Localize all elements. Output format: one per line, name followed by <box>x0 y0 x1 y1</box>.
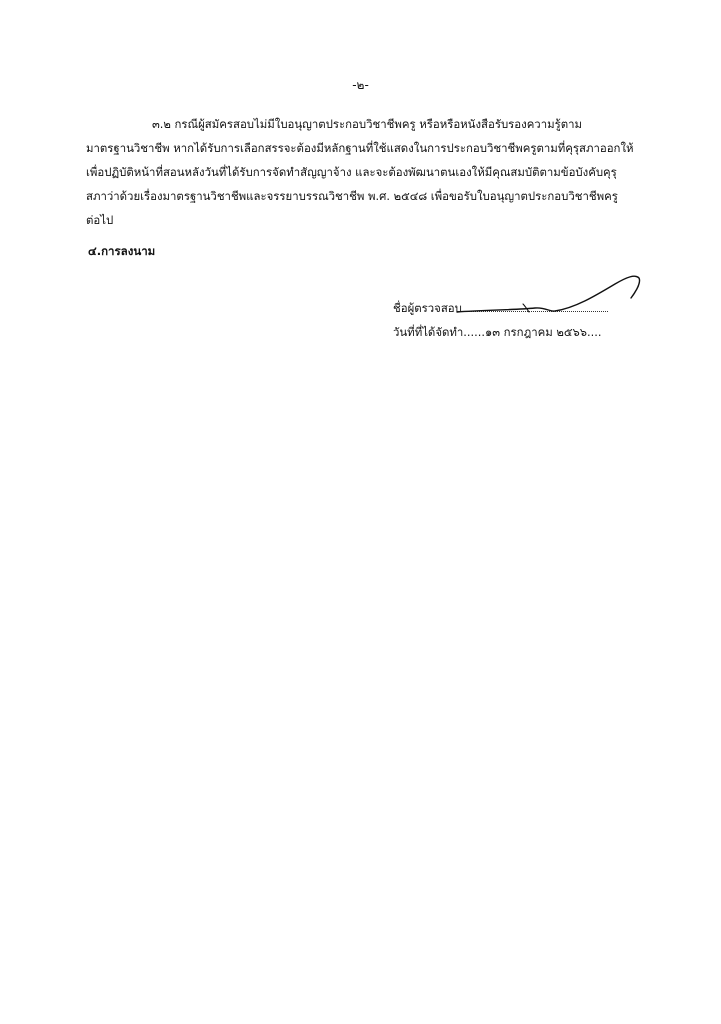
paragraph-line: ๓.๒ กรณีผู้สมัครสอบไม่มีใบอนุญาตประกอบวิชาชีพครู หรือหรือหนังสือรับรองความรู้ตาม <box>152 117 583 131</box>
paragraph-line: สภาว่าด้วยเรื่องมาตรฐานวิชาชีพและจรรยาบรรณวิชาชีพ พ.ศ. ๒๕๔๘ เพื่อขอรับใบอนุญาตประกอบวิชาชีพครู <box>86 189 618 203</box>
handwritten-signature <box>455 268 645 328</box>
section-heading-signing: ๔.การลงนาม <box>88 244 156 258</box>
paragraph-line: ต่อไป <box>86 213 114 227</box>
clause-3-2-paragraph <box>86 112 638 232</box>
page-number: -๒- <box>352 78 369 92</box>
date-label: วันที่ที่ได้จัดทำ......๑๓ กรกฎาคม ๒๕๖๖.... <box>393 325 602 339</box>
paragraph-line: เพื่อปฏิบัติหน้าที่สอนหลังวันที่ได้รับการจัดทำสัญญาจ้าง และจะต้องพัฒนาตนเองให้มีคุณสมบัติตามข้อบังคับคุรุ <box>86 165 617 179</box>
inspector-label: ชื่อผู้ตรวจสอบ <box>393 301 462 315</box>
paragraph-line: มาตรฐานวิชาชีพ หากได้รับการเลือกสรรจะต้องมีหลักฐานที่ใช้แสดงในการประกอบวิชาชีพครูตามที่คุรุสภาออกให้ <box>86 141 634 155</box>
